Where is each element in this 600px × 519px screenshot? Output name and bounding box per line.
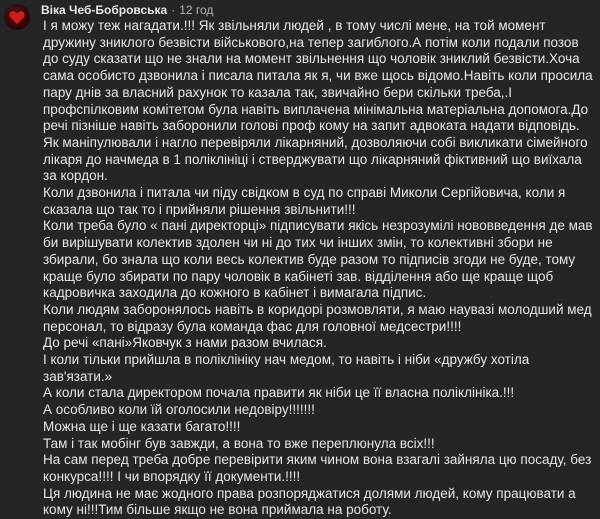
comment-paragraph: І я можу теж нагадати.!!! Як звільняли людей , в тому числі мене, на той момент дружину зниклого безвісти військового,на тепер загиблого.А потім коли подали позов до суду сказати що не знали на момент звільнення що чоловік зниклий безвісти.Хоча сама особисто дзвонила і писала питала як я, чи вже щось відомо.Навіть коли просила пару днів за власний рахунок то казала так, звичайно бери скільки треба,.І профспілковим комітетом була навіть виплачена мінімальна матеріальна допомога.До речі пізніше навіть заборонили голові проф кому на запит адвоката надати відповідь.	[43, 18, 593, 134]
comment-text	[43, 18, 595, 519]
comment-paragraph: Там і так мобінг був завжди, а вона то вже переплюнула всіх!!!	[43, 435, 435, 451]
avatar[interactable]	[4, 4, 30, 30]
comment-paragraph: А особливо коли їй оголосили недовіру!!!!!!!	[43, 402, 315, 418]
author-name[interactable]: Віка Чеб-Бобровська	[41, 3, 168, 17]
comment-paragraph: На сам перед треба добре перевірити яким чином вона взагалі зайняла цю посаду, без конкурса!!!! І чи впорядку її документи.!!!!	[43, 452, 592, 484]
comment-paragraph: Коли треба було « пані директорці» підписувати якісь незрозумілі нововведення де мав би вирішувати колектив здолен чи ні до тих чи інших змін, то колективні збори не збирали, бо знала що коли весь колектив буде разом то підписів згоди не буде, тому краще було збирати по пару чоловік в кабінеті зав. відділення або ще краще щоб кадровичка заходила до кожного в кабінет і вимагала підпис.	[43, 218, 593, 301]
comment-paragraph: Можна ще і ще казати багато!!!!	[43, 418, 241, 434]
comment-paragraph: До речі «пані»Яковчук з нами разом вчилася.	[43, 335, 327, 351]
comment-paragraph: Як маніпулювали і нагло перевіряли лікарняний, дозволяючи собі викликати сімейного лікаря до начмеда в 1 поліклініці і стверджувати що лікарняний фіктивний що виїхала за кордон.	[43, 134, 588, 184]
comment-paragraph: А коли стала директором почала правити як ніби це її власна поліклініка.!!!	[43, 385, 515, 401]
comment-paragraph: Коли дзвонила і питала чи піду свідком в суд по справі Миколи Сергійовича, коли я сказала що так то і прийняли рішення звільнити!!!	[43, 185, 566, 217]
comment-paragraph: І коли тільки прийшла в поліклініку нач медом, то навіть і ніби «дружбу хотіла зав'язати.»	[43, 352, 530, 384]
separator-dot: ·	[171, 3, 176, 17]
comment-paragraph: Ця людина не має жодного права розпоряджатися долями людей, кому працювати а кому ні!!!Тим більше якщо не вона приймала на роботу.	[43, 485, 576, 518]
comment-paragraph: Коли людям заборонялось навіть в коридорі розмовляти, я маю наувазі молодший мед персонал, то відразу була команда фас для головної медсестри!!!!	[43, 301, 592, 334]
comment-header	[41, 2, 213, 18]
heart-icon	[9, 10, 25, 25]
timestamp[interactable]: 12 год	[179, 3, 214, 17]
